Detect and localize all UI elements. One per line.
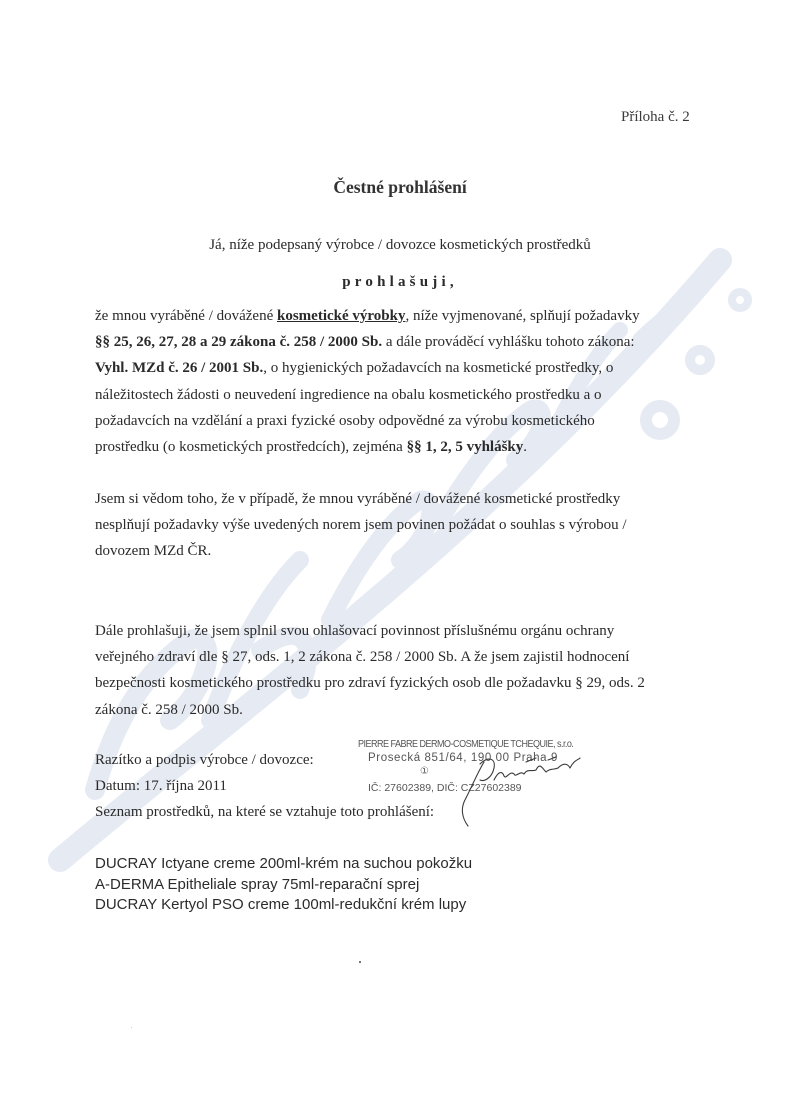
paragraph-line xyxy=(95,434,735,460)
decree-reference: Vyhl. MZd č. 26 / 2001 Sb. xyxy=(95,360,264,377)
paragraph-line: náležitostech žádosti o neuvedení ingredience na obalu kosmetického prostředku a o xyxy=(95,386,602,403)
paragraph-line xyxy=(95,355,735,381)
scan-speck xyxy=(359,961,361,963)
product-item: DUCRAY Ictyane creme 200ml-krém na suchou pokožku xyxy=(95,855,473,872)
paragraph-line: zákona č. 258 / 2000 Sb. xyxy=(95,701,243,718)
paragraph-line xyxy=(95,303,735,329)
law-reference: §§ 25, 26, 27, 28 a 29 zákona č. 258 / 2000 Sb. xyxy=(95,334,383,351)
text-run: , o hygienických požadavcích na kosmetické prostředky, o xyxy=(263,360,614,377)
declaration-word: prohlašuji, xyxy=(342,274,458,290)
date-line: Datum: 17. října 2011 xyxy=(95,778,227,794)
product-list xyxy=(95,854,472,916)
paragraph-notification xyxy=(95,618,735,723)
annex-label: Příloha č. 2 xyxy=(621,109,690,125)
text-run: , níže vyjmenované, splňují požadavky xyxy=(405,308,640,324)
paragraph-compliance xyxy=(95,303,735,460)
text-run: že mnou vyráběné / dovážené xyxy=(95,308,277,324)
scan-speck xyxy=(131,1027,132,1028)
product-item: A-DERMA Epitheliale spray 75ml-reparační sprej xyxy=(95,875,420,893)
paragraph-line: veřejného zdraví dle § 27, ods. 1, 2 zákona č. 258 / 2000 Sb. A že jsem zajistil hodnocení xyxy=(95,649,630,666)
product-list-label: Seznam prostředků, na které se vztahuje toto prohlášení: xyxy=(95,804,435,820)
stamp-ids: IČ: 27602389, DIČ: CZ27602389 xyxy=(368,782,522,794)
paragraph-line xyxy=(95,329,735,355)
signature-label: Razítko a podpis výrobce / dovozce: xyxy=(95,752,314,768)
paragraph-line: nesplňují požadavky výše uvedených norem jsem povinen požádat o souhlas s výrobou / xyxy=(95,517,627,534)
paragraph-line: požadavcích na vzdělání a praxi fyzické osoby odpovědné za výrobu kosmetického xyxy=(95,412,595,429)
stamp-company: PIERRE FABRE DERMO-COSMETIQUE TCHEQUIE, s.r.o. xyxy=(358,738,574,750)
text-run: . xyxy=(523,439,528,456)
paragraph-line: Jsem si vědom toho, že v případě, že mnou vyráběné / dovážené kosmetické prostředky xyxy=(95,491,621,507)
paragraph-line: bezpečnosti kosmetického prostředku pro zdraví fyzických osob dle požadavku § 29, ods. 2 xyxy=(95,675,645,692)
stamp-number: ① xyxy=(420,766,429,777)
product-item: DUCRAY Kertyol PSO creme 100ml-redukční krém lupy xyxy=(95,896,467,913)
text-run: prostředku (o kosmetických prostředcích), zejména xyxy=(95,439,407,456)
section-reference: §§ 1, 2, 5 vyhlášky xyxy=(406,439,524,456)
document-title: Čestné prohlášení xyxy=(333,177,467,197)
intro-line: Já, níže podepsaný výrobce / dovozce kosmetických prostředků xyxy=(209,237,591,253)
handwritten-signature xyxy=(440,748,600,830)
paragraph-line: dovozem MZd ČR. xyxy=(95,543,212,560)
emphasized-term: kosmetické výrobky xyxy=(277,308,406,324)
paragraph-awareness xyxy=(95,486,735,565)
paragraph-line: Dále prohlašuji, že jsem splnil svou ohlašovací povinnost příslušnému orgánu ochrany xyxy=(95,623,615,639)
text-run: a dále prováděcí vyhlášku tohoto zákona: xyxy=(382,334,635,351)
stamp-address: Prosecká 851/64, 190 00 Praha 9 xyxy=(368,752,558,764)
